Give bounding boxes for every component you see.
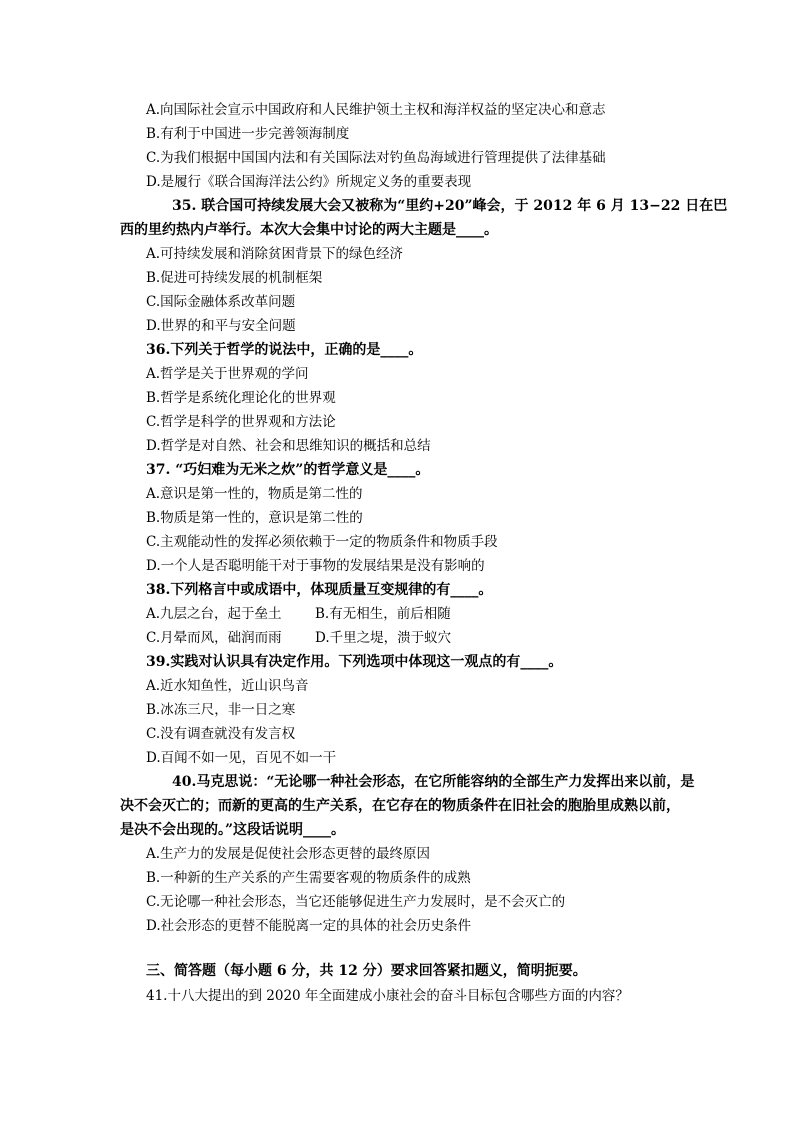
q39-option-a: A.近水知鱼性，近山识鸟音: [146, 678, 309, 694]
q38-option-c: C.月晕而风，础润而雨: [146, 630, 282, 646]
q34-option-d: D.是履行《联合国海洋法公约》所规定义务的重要表现: [146, 174, 472, 190]
q40-option-c: C.无论哪一种社会形态，当它还能够促进生产力发展时，是不会灭亡的: [146, 894, 566, 910]
q39-option-b: B.冰冻三尺，非一日之寒: [146, 702, 296, 718]
q35-stem-line1: 35. 联合国可持续发展大会又被称为“里约+20”峰会，于 2012 年 6 月 13−22 日在巴: [172, 198, 728, 214]
q35-option-d: D.世界的和平与安全问题: [146, 318, 296, 334]
q37-option-c: C.主观能动性的发挥必须依赖于一定的物质条件和物质手段: [146, 534, 498, 550]
q37-stem: 37. “巧妇难为无米之炊”的哲学意义是____。: [146, 462, 430, 478]
q35-option-c: C.国际金融体系改革问题: [146, 294, 296, 310]
q34-option-a: A.向国际社会宣示中国政府和人民维护领土主权和海洋权益的坚定决心和意志: [146, 102, 606, 118]
q38-option-a: A.九层之台，起于垒土: [146, 606, 282, 622]
q39-option-d: D.百闻不如一见，百见不如一干: [146, 750, 337, 766]
q36-option-c: C.哲学是科学的世界观和方法论: [146, 414, 336, 430]
q38-option-d: D.千里之堤，溃于蚁穴: [315, 630, 452, 646]
q38-stem: 38.下列格言中或成语中，体现质量互变规律的有____。: [146, 582, 493, 598]
q39-option-c: C.没有调查就没有发言权: [146, 726, 296, 742]
q37-option-d: D.一个人是否聪明能干对于事物的发展结果是没有影响的: [146, 558, 485, 574]
q34-option-c: C.为我们根据中国国内法和有关国际法对钓鱼岛海域进行管理提供了法律基础: [146, 150, 606, 166]
q40-stem-line3: 是决不会出现的。”这段话说明____。: [120, 822, 346, 838]
q37-option-b: B.物质是第一性的，意识是第二性的: [146, 510, 363, 526]
q41-question: 41.十八大提出的到 2020 年全面建成小康社会的奋斗目标包含哪些方面的内容？: [146, 988, 629, 1004]
q40-option-b: B.一种新的生产关系的产生需要客观的物质条件的成熟: [146, 870, 471, 886]
section3-heading: 三、简答题（每小题 6 分，共 12 分）要求回答紧扣题义，简明扼要。: [146, 963, 587, 979]
q36-option-b: B.哲学是系统化理论化的世界观: [146, 390, 336, 406]
q35-option-a: A.可持续发展和消除贫困背景下的绿色经济: [146, 246, 404, 262]
q34-option-b: B.有利于中国进一步完善领海制度: [146, 126, 350, 142]
q39-stem: 39.实践对认识具有决定作用。下列选项中体现这一观点的有____。: [146, 654, 563, 670]
q37-option-a: A.意识是第一性的，物质是第二性的: [146, 486, 363, 502]
q40-option-a: A.生产力的发展是促使社会形态更替的最终原因: [146, 846, 431, 862]
q35-option-b: B.促进可持续发展的机制框架: [146, 270, 323, 286]
q40-stem-line1: 40.马克思说：“无论哪一种社会形态，在它所能容纳的全部生产力发挥出来以前，是: [172, 774, 695, 790]
q40-option-d: D.社会形态的更替不能脱离一定的具体的社会历史条件: [146, 918, 472, 934]
q36-stem: 36.下列关于哲学的说法中，正确的是____。: [146, 342, 423, 358]
q35-stem-line2: 西的里约热内卢举行。本次大会集中讨论的两大主题是____。: [120, 222, 498, 238]
q36-option-a: A.哲学是关于世界观的学问: [146, 366, 309, 382]
q40-stem-line2: 决不会灭亡的；而新的更高的生产关系，在它存在的物质条件在旧社会的胞胎里成熟以前，: [120, 798, 680, 814]
q36-option-d: D.哲学是对自然、社会和思维知识的概括和总结: [146, 438, 431, 454]
q38-option-b: B.有无相生，前后相随: [315, 606, 451, 622]
